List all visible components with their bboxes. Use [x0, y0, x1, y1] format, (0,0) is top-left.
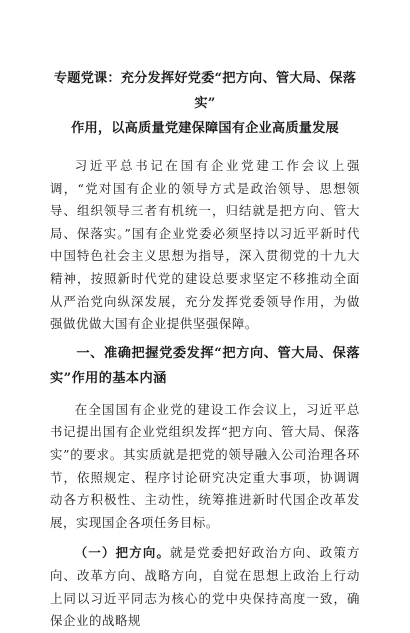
document-title-line-1: 专题党课：充分发挥好党委“把方向、管大局、保落实”: [53, 71, 357, 111]
document-title: [50, 66, 360, 141]
section-paragraph: 在全国国有企业党的建设工作会议上，习近平总书记提出国有企业党组织发挥“把方向、管大局、保落实”的要求。其实质就是把党的领导融入公司治理各环节，依照规定、程序讨论研究决定重大事项，协调调动各方积极性、主动性，统筹推进新时代国企改革发展，实现国企各项任务目标。: [50, 401, 360, 530]
subsection-lead: （一）把方向。: [74, 545, 171, 561]
intro-paragraph: 习近平总书记在国有企业党建工作会议上强调，“党对国有企业的领导方式是政治领导、思想领导、组织领导三者有机统一，归结就是把方向、管大局、保落实。”国有企业党委必须坚持以习近平新时代中国特色社会主义思想为指导，深入贯彻党的十九大精神，按照新时代党的建设总要求坚定不移推动全面从严治党向纵深发展，充分发挥党委领导作用，为做强做优做大国有企业提供坚强保障。: [50, 158, 360, 332]
subsection-text: 就是党委把好政治方向、政策方向、改革方向、战略方向，自觉在思想上政治上行动上同以习近平同志为核心的党中央保持高度一致，确保企业的战略规: [50, 545, 361, 629]
subsection-paragraph: [50, 542, 360, 632]
document-title-line-2: 作用，以高质量党建保障国有企业高质量发展: [71, 121, 339, 136]
section-heading: 一、准确把握党委发挥“把方向、管大局、保落实”作用的基本内涵: [50, 345, 360, 386]
